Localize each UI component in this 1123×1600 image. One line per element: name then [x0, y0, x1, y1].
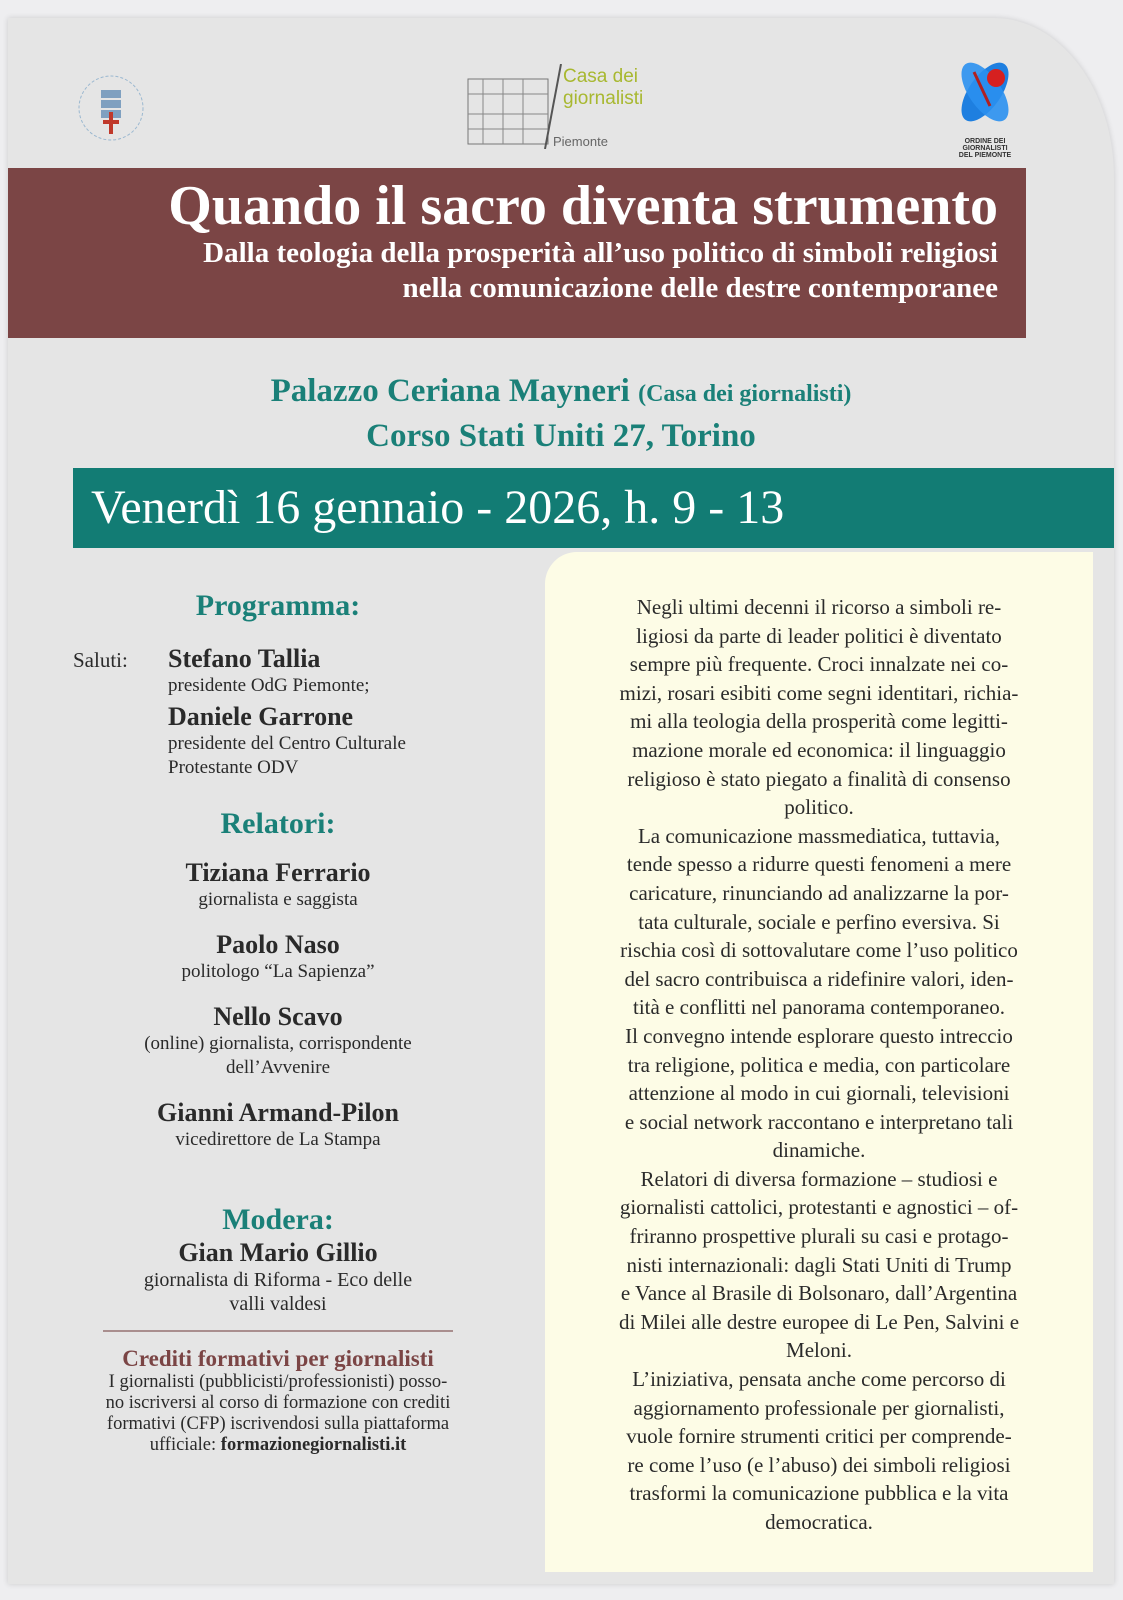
description-line: caricature, rinunciando ad analizzarne la por-	[629, 880, 1009, 905]
credits-line: no iscriversi al corso di formazione con crediti	[105, 1393, 451, 1413]
description-line: Relatori di diversa formazione – studiosi e	[640, 1166, 998, 1191]
credits-line: I giornalisti (pubblicisti/professionisti) posso-	[108, 1372, 448, 1392]
centro-culturale-protestante-logo	[66, 58, 156, 158]
description-line: sempre più frequente. Croci innalzate nei co-	[629, 652, 1009, 677]
speaker-name: Gianni Armand-Pilon	[157, 1098, 399, 1127]
venue-note: (Casa dei giornalisti)	[638, 381, 852, 407]
program-column	[68, 588, 488, 1456]
description-line: L’iniziativa, pensata anche come percorso di	[632, 1367, 1006, 1392]
description-line: aggiornamento professionale per giornalisti,	[633, 1395, 1005, 1420]
moderator-role: giornalista di Riforma - Eco delle	[143, 1269, 413, 1291]
speaker-name: Paolo Naso	[216, 930, 340, 959]
moderator-role: valli valdesi	[229, 1293, 327, 1315]
logo-text: Casa dei	[563, 66, 638, 87]
description-line: dinamiche.	[772, 1138, 866, 1163]
speaker-role: Protestante ODV	[168, 757, 299, 778]
modera-heading: Modera:	[222, 1203, 334, 1236]
speaker-name: Nello Scavo	[213, 1002, 343, 1031]
speaker-role: vicedirettore de La Stampa	[175, 1129, 381, 1150]
description-line: tata culturale, sociale e perfino eversiva. Si	[638, 909, 1000, 934]
event-subtitle-line: nella comunicazione delle destre contemporanee	[402, 272, 998, 304]
description-line: Meloni.	[786, 1338, 852, 1363]
description-line: rischia così di sottovalutare come l’uso politico	[620, 938, 1018, 963]
description-line: Il convegno intende esplorare questo intreccio	[625, 1023, 1013, 1048]
description-line: tità e conflitti nel panorama contemporaneo.	[632, 995, 1006, 1020]
saluti-label: Saluti:	[73, 648, 128, 672]
poster	[8, 18, 1114, 1584]
credits-link[interactable]: formazionegiornalisti.it	[220, 1435, 407, 1455]
description-line: e Vance al Brasile di Bolsonaro, dall’Argentina	[620, 1281, 1018, 1306]
description-line: tra religione, politica e media, con particolare	[627, 1052, 1011, 1077]
moderator-name: Gian Mario Gillio	[178, 1238, 378, 1267]
event-date: Venerdì 16 gennaio - 2026, h. 9 - 13	[91, 481, 785, 534]
venue-address: Corso Stati Uniti 27, Torino	[366, 418, 756, 454]
speaker-role: dell’Avvenire	[225, 1057, 331, 1078]
credits-title: Crediti formativi per giornalisti	[122, 1346, 434, 1371]
description-line: attenzione al modo in cui giornali, televisioni	[628, 1081, 1010, 1106]
event-subtitle-line: Dalla teologia della prosperità all’uso politico di simboli religiosi	[203, 237, 998, 269]
description-line: mizi, rosari esibiti come segni identitari, richia-	[619, 680, 1019, 705]
venue	[8, 370, 1114, 457]
program-heading: Programma:	[195, 589, 361, 622]
description-line: mi alla teologia della prosperità come legitti-	[630, 709, 1008, 734]
description-line: re come l’uso (e l’abuso) dei simboli religiosi	[627, 1452, 1011, 1477]
description-line: ligiosi da parte di leader politici è diventato	[636, 623, 1002, 648]
description-line: democratica.	[765, 1510, 873, 1534]
speaker-role: presidente del Centro Culturale	[168, 733, 406, 754]
description-line: del sacro contribuisca a ridefinire valori, iden-	[624, 966, 1014, 991]
speaker-role: giornalista e saggista	[198, 889, 358, 910]
description-line: tende spesso a ridurre questi fenomeni a mere	[626, 852, 1012, 877]
relatori-heading: Relatori:	[220, 807, 336, 840]
credits-line: formativi (CFP) iscrivendosi sulla piattaforma	[106, 1414, 450, 1434]
divider	[103, 1330, 453, 1332]
description-line: vuole fornire strumenti critici per comprende-	[626, 1424, 1012, 1449]
description-line: trasformi la comunicazione pubblica e la vita	[629, 1481, 1009, 1506]
description-line: religioso è stato piegato a finalità di consenso	[627, 766, 1011, 791]
casa-dei-giornalisti-logo	[463, 56, 683, 161]
speaker-role: politologo “La Sapienza”	[181, 961, 375, 982]
date-band	[73, 468, 1114, 548]
ordine-giornalisti-logo: ORDINE DEI GIORNALISTI DEL PIEMONTE	[946, 56, 1024, 161]
logo-subtext: Piemonte	[553, 134, 608, 149]
speaker-name: Tiziana Ferrario	[185, 858, 371, 887]
description-line: di Milei alle destre europee di Le Pen, Salvini e	[618, 1309, 1020, 1334]
description-line: nisti internazionali: dagli Stati Uniti di Trump	[626, 1252, 1012, 1277]
description-line: politico.	[784, 795, 854, 820]
event-title: Quando il sacro diventa strumento	[168, 175, 998, 237]
speaker-role: presidente OdG Piemonte;	[168, 675, 370, 696]
description-line: e social network raccontano e interpretano tali	[624, 1109, 1014, 1134]
speaker-name: Stefano Tallia	[168, 644, 321, 673]
venue-name: Palazzo Ceriana Mayneri	[270, 373, 630, 409]
description-line: mazione morale ed economica: il linguaggio	[632, 737, 1006, 762]
speaker-role: (online) giornalista, corrispondente	[144, 1033, 412, 1054]
logo-text: giornalisti	[563, 88, 644, 109]
description-line: Negli ultimi decenni il ricorso a simboli re-	[636, 595, 1002, 619]
description-line: giornalisti cattolici, protestanti e agnostici – of-	[619, 1195, 1019, 1220]
description-panel	[545, 552, 1093, 1572]
speaker-name: Daniele Garrone	[168, 702, 354, 731]
description-line: La comunicazione massmediatica, tuttavia,	[637, 823, 1001, 848]
description-line: friranno prospettive plurali su casi e protago-	[629, 1224, 1009, 1249]
title-band	[8, 168, 1026, 338]
credits-line: ufficiale:	[149, 1435, 221, 1455]
